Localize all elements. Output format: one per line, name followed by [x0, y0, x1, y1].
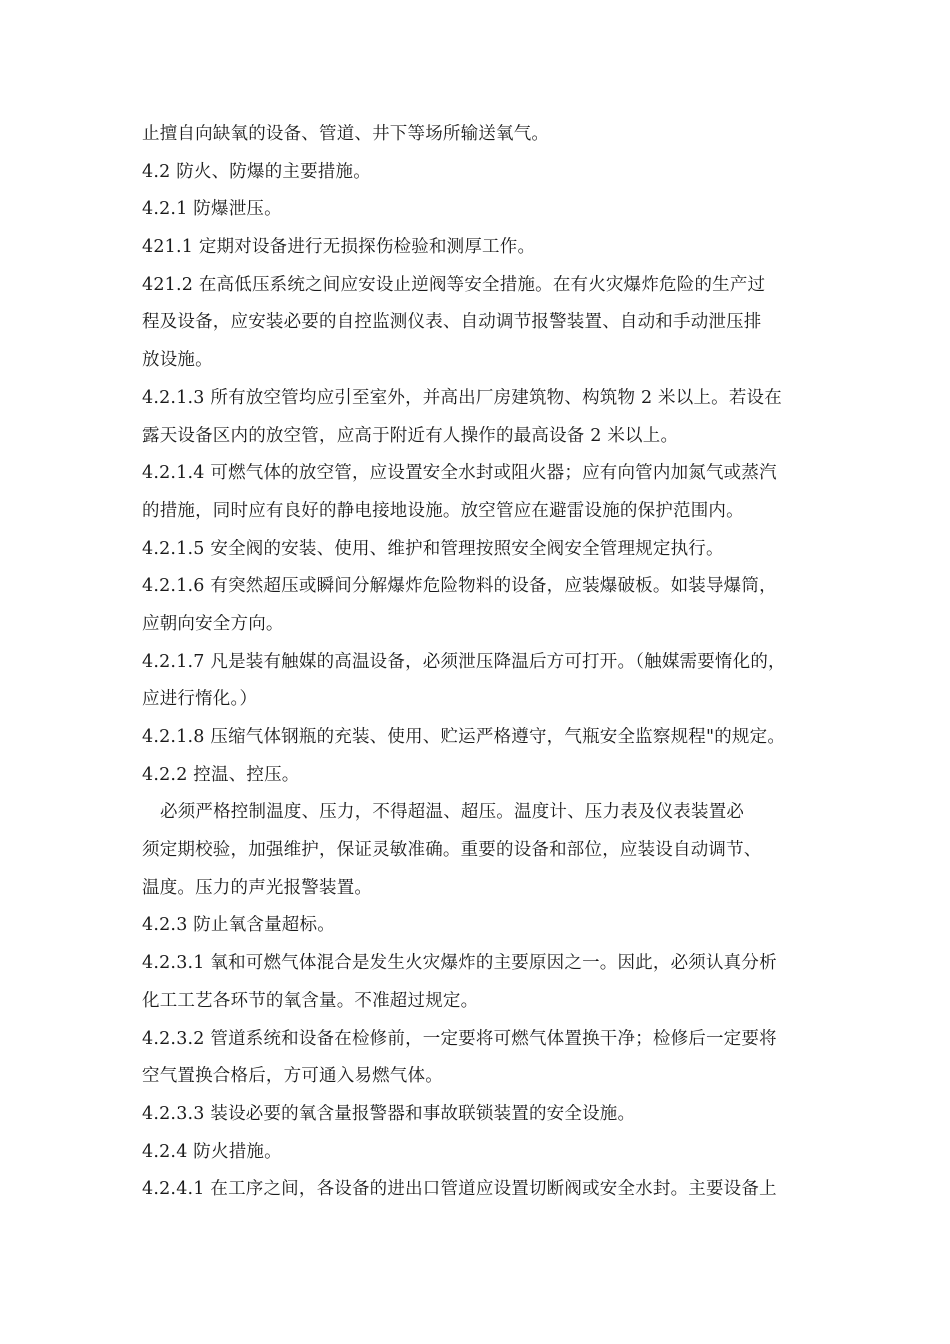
subsection-heading: 4.2.1 防爆泄压。	[142, 199, 282, 220]
text-line: 止擅自向缺氧的设备、管道、井下等场所输送氧气。	[142, 124, 550, 144]
subsection-heading: 4.2.2 控温、控压。	[142, 764, 300, 785]
text-line: 421.1 定期对设备进行无损探伤检验和测厚工作。	[142, 237, 536, 258]
text-line: 空气置换合格后，方可通入易燃气体。	[142, 1066, 443, 1087]
text-line: 4.2.1.3 所有放空管均应引至室外，并高出厂房建筑物、构筑物 2 米以上。若设在	[142, 387, 782, 408]
text-line: 4.2.1.4 可燃气体的放空管，应设置安全水封或阻火器；应有向管内加氮气或蒸汽	[142, 463, 777, 484]
text-line: 4.2.3.1 氧和可燃气体混合是发生火灾爆炸的主要原因之一。因此，必须认真分析	[142, 953, 777, 974]
subsection-heading: 4.2.4 防火措施。	[142, 1141, 282, 1162]
text-line: 程及设备，应安装必要的自控监测仪表、自动调节报警装置、自动和手动泄压排	[142, 312, 762, 333]
text-line: 必须严格控制温度、压力，不得超温、超压。温度计、压力表及仪表装置必	[160, 802, 745, 823]
text-line: 须定期校验，加强维护，保证灵敏准确。重要的设备和部位，应装设自动调节、	[142, 840, 762, 861]
text-line: 应进行惰化。）	[142, 689, 258, 710]
text-line: 4.2.1.7 凡是装有触媒的高温设备，必须泄压降温后方可打开。（触媒需要惰化的，	[142, 651, 786, 672]
text-line: 4.2.1.5 安全阀的安装、使用、维护和管理按照安全阀安全管理规定执行。	[142, 538, 724, 559]
text-line: 4.2.3.2 管道系统和设备在检修前，一定要将可燃气体置换干净；检修后一定要将	[142, 1028, 777, 1049]
text-line: 放设施。	[142, 350, 213, 371]
text-line: 化工工艺各环节的氧含量。不准超过规定。	[142, 990, 479, 1011]
subsection-heading: 4.2.3 防止氧含量超标。	[142, 915, 335, 936]
text-line: 露天设备区内的放空管，应高于附近有人操作的最高设备 2 米以上。	[142, 425, 679, 446]
text-line: 4.2.1.6 有突然超压或瞬间分解爆炸危险物料的设备，应装爆破板。如装导爆筒，	[142, 576, 777, 597]
text-line: 应朝向安全方向。	[142, 613, 284, 634]
text-line: 4.2.4.1 在工序之间，各设备的进出口管道应设置切断阀或安全水封。主要设备上	[142, 1179, 777, 1200]
text-line: 4.2.1.8 压缩气体钢瓶的充装、使用、贮运严格遵守，气瓶安全监察规程"的规定。	[142, 727, 786, 747]
section-heading: 4.2 防火、防爆的主要措施。	[142, 161, 371, 182]
document-body	[142, 116, 827, 1209]
text-line: 4.2.3.3 装设必要的氧含量报警器和事故联锁装置的安全设施。	[142, 1103, 636, 1124]
text-line: 的措施，同时应有良好的静电接地设施。放空管应在避雷设施的保护范围内。	[142, 500, 744, 521]
text-line: 421.2 在高低压系统之间应安设止逆阀等安全措施。在有火灾爆炸危险的生产过	[142, 274, 766, 295]
text-line: 温度。压力的声光报警装置。	[142, 877, 373, 898]
